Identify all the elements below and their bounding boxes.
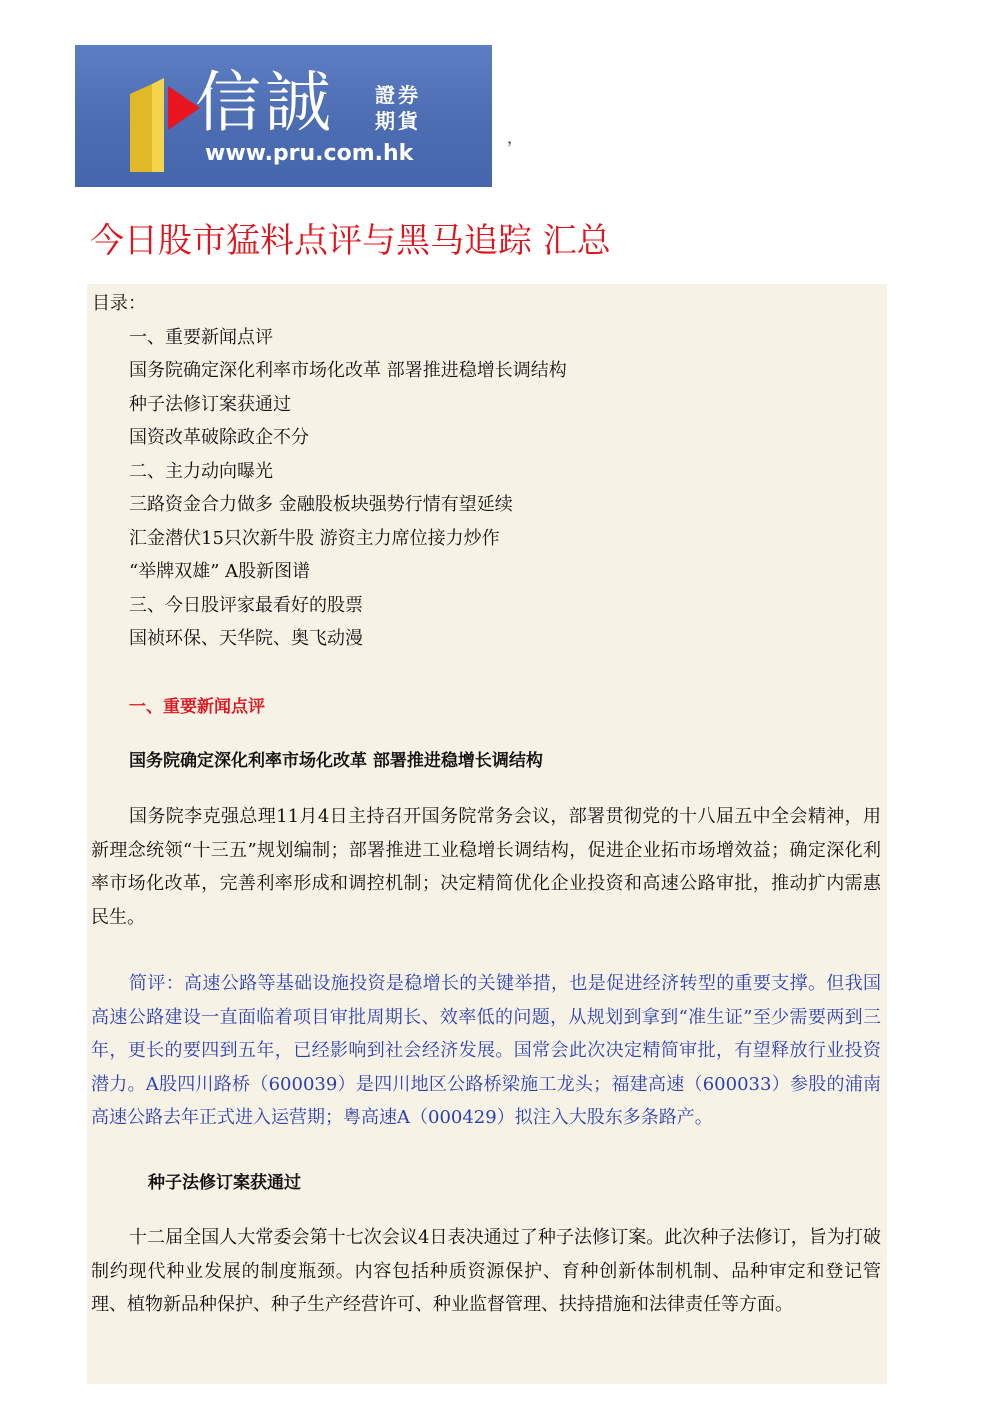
toc-item: 二、主力动向曝光 (129, 461, 273, 482)
comment-paragraph: 简评：高速公路等基础设施投资是稳增长的关键举措，也是促进经济转型的重要支撑。但我国高速公路建设一直面临着项目审批周期长、效率低的问题，从规划到拿到“准生证”至少需要两到三年，更长的要四到五年，已经影响到社会经济发展。国常会此次决定精简审批，有望释放行业投资潜力。A股四川路桥（600039）是四川地区公路桥梁施工龙头；福建高速（600033）参股的浦南高速公路去年正式进入运营期；粤高速A（000429）拟注入大股东多条路产。 (91, 973, 881, 1128)
toc-item: 国祯环保、天华院、奥飞动漫 (129, 628, 363, 649)
toc-item: 一、重要新闻点评 (129, 327, 273, 348)
article-title: 国务院确定深化利率市场化改革 部署推进稳增长调结构 (129, 751, 543, 771)
logo-sub-futures: 期貨 (375, 109, 421, 133)
logo-sub-securities: 證券 (375, 83, 421, 107)
toc-item: 国资改革破除政企不分 (129, 427, 309, 448)
article-title: 种子法修订案获通过 (148, 1173, 301, 1193)
toc-item: 三、今日股评家最看好的股票 (129, 595, 363, 616)
article-paragraph: 十二届全国人大常委会第十七次会议4日表决通过了种子法修订案。此次种子法修订，旨为打破制约现代种业发展的制度瓶颈。内容包括种质资源保护、育种创新体制机制、品种审定和登记管理、植物新品种保护、种子生产经营许可、种业监督管理、扶持措施和法律责任等方面。 (91, 1227, 881, 1315)
page-title: 今日股市猛料点评与黑马追踪 汇总 (90, 221, 611, 261)
logo-main-text: 信誠 (195, 64, 335, 141)
logo-url: www.pru.com.hk (205, 141, 414, 166)
section-heading: 一、重要新闻点评 (129, 697, 265, 717)
company-logo (75, 45, 492, 187)
stray-mark: ， (507, 128, 524, 147)
article-paragraph: 国务院李克强总理11月4日主持召开国务院常务会议，部署贯彻党的十八届五中全会精神，用新理念统领“十三五”规划编制；部署推进工业稳增长调结构，促进企业拓市场增效益；确定深化利率市场化改革，完善利率形成和调控机制；决定精简优化企业投资和高速公路审批，推动扩内需惠民生。 (91, 806, 881, 928)
toc-item: 国务院确定深化利率市场化改革 部署推进稳增长调结构 (129, 360, 567, 381)
toc-item: 种子法修订案获通过 (129, 394, 291, 415)
toc-label: 目录： (92, 293, 146, 314)
toc-item: “举牌双雄” A股新图谱 (129, 561, 311, 582)
toc-item: 三路资金合力做多 金融股板块强势行情有望延续 (129, 494, 513, 515)
toc-item: 汇金潜伏15只次新牛股 游资主力席位接力炒作 (129, 528, 500, 549)
article-body (91, 800, 881, 934)
article-body (91, 1221, 881, 1322)
article-comment (91, 967, 881, 1135)
